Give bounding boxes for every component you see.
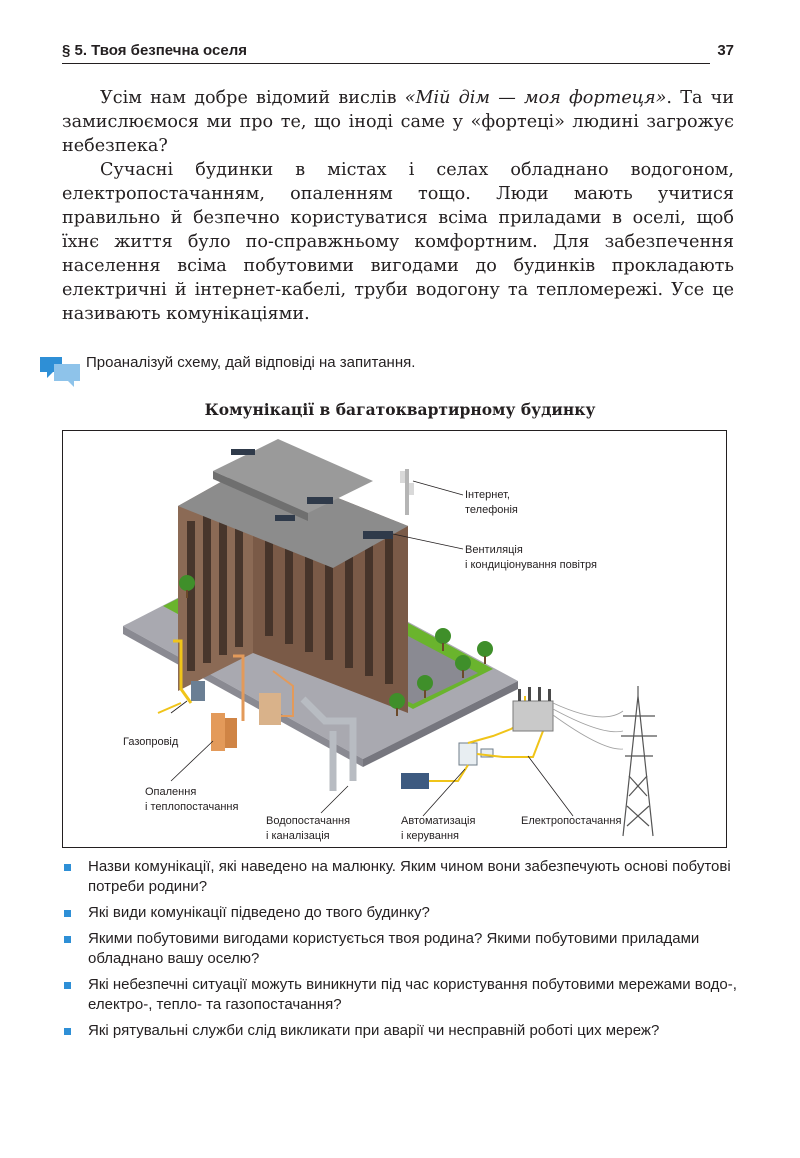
question-list <box>62 857 737 1047</box>
label-heating: Опалення і теплопостачання <box>145 786 239 813</box>
paragraph-2: Сучасні будинки в містах і селах обладнано водогоном, електропостачанням, опаленням тощо. Люди мають учитися правильно й безпечно користуватися всіма приладами в оселі, щоб їхнє життя було по-справжньому комфортним. Для забезпечення населення всіма побутовими вигодами до будинків прокладають електричні й інтернет-кабелі, труби водогону та тепломережі. Усе це називають комунікаціями. <box>62 160 734 324</box>
communications-diagram <box>62 430 727 848</box>
control-panel <box>459 743 477 765</box>
page-number: 37 <box>717 42 734 59</box>
label-ventilation: Вентиляція і кондиціонування повітря <box>465 544 597 571</box>
label-gas: Газопровід <box>123 736 179 748</box>
page-header <box>62 42 734 66</box>
boiler <box>211 713 225 751</box>
list-item: Назви комунікації, які наведено на малюнку. Яким чином вони забезпечують основі побутові потреби родини? <box>62 857 737 897</box>
label-water: Водопостачання і каналізація <box>266 815 351 842</box>
list-item: Якими побутовими вигодами користується твоя родина? Якими побутовими приладами обладнано вашу оселю? <box>62 929 737 969</box>
bullet-icon <box>64 864 71 871</box>
bullet-icon <box>64 936 71 943</box>
list-item: Які небезпечні ситуації можуть виникнути під час користування побутовими мережами водо-, електро-, тепло- та газопостачання? <box>62 975 737 1015</box>
label-automation: Автоматизація і керування <box>401 815 476 842</box>
bullet-icon <box>64 982 71 989</box>
label-electricity: Електропостачання <box>521 815 622 827</box>
paragraph-1: Усім нам добре відомий вислів «Мій дім — моя фортеця». Та чи замислюємося ми про те, що іноді саме у «фортеці» людині загрожує небезпека? <box>62 88 734 156</box>
body-text <box>62 86 734 326</box>
pump <box>401 773 429 789</box>
label-internet: Інтернет, телефонія <box>465 489 518 516</box>
power-lines <box>553 703 623 749</box>
antenna <box>405 469 409 515</box>
quote: «Мій дім — моя фортеця» <box>404 88 667 108</box>
diagram-title: Комунікації в багатоквартирному будинку <box>204 400 596 419</box>
header-rule <box>62 63 710 64</box>
section-title: § 5. Твоя безпечна оселя <box>62 42 247 59</box>
chat-bubbles-icon <box>38 354 84 388</box>
task-text: Проаналізуй схему, дай відповіді на запитання. <box>86 354 416 371</box>
power-pylon <box>621 686 657 836</box>
task-prompt <box>38 352 738 388</box>
bullet-icon <box>64 910 71 917</box>
list-item: Які види комунікації підведено до твого будинку? <box>62 903 737 923</box>
list-item: Які рятувальні служби слід викликати при аварії чи несправній роботі цих мереж? <box>62 1021 737 1041</box>
transformer <box>513 701 553 731</box>
bullet-icon <box>64 1028 71 1035</box>
